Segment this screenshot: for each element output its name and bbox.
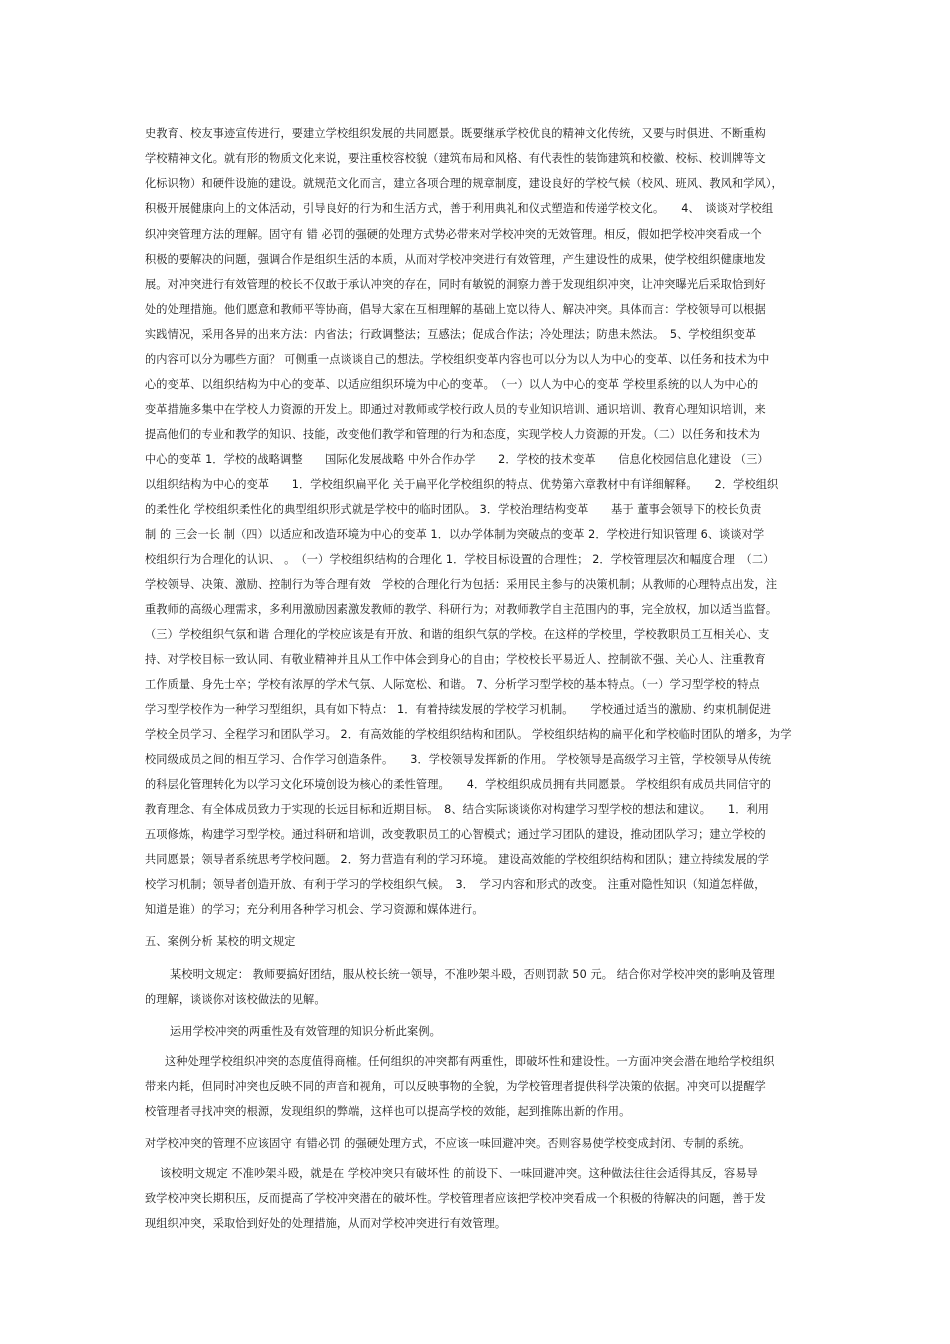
text-line: 致学校冲突长期积压，反而提高了学校冲突潜在的破坏性。学校管理者应该把学校冲突看成一个积极的待解决的问题，善于发 bbox=[145, 1192, 766, 1205]
text-line: 化标识物）和硬件设施的建设。就规范文化而言，建立各项合理的规章制度，建设良好的学校气候（校风、班风、教风和学风）， bbox=[145, 177, 783, 190]
text-line: 校学习机制；领导者创造开放、有利于学习的学校组织气候。 3． 学习内容和形式的改变。 注重对隐性知识（知道怎样做， bbox=[145, 878, 766, 891]
text-line: 学校全员学习、全程学习和团队学习。 2．有高效能的学校组织结构和团队。 学校组织结构的扁平化和学校临时团队的增多，为学 bbox=[145, 728, 792, 741]
section-heading: 五、案例分析 某校的明文规定 bbox=[145, 935, 296, 948]
text-line: 的科层化管理转化为以学习文化环境创设为核心的柔性管理。 4．学校组织成员拥有共同愿景。 学校组织有成员共同信守的 bbox=[145, 778, 772, 791]
text-line: 校同级成员之间的相互学习、合作学习创造条件。 3．学校领导发挥新的作用。 学校领导是高级学习主管，学校领导从传统 bbox=[145, 753, 772, 766]
text-line: 学习型学校作为一种学习型组织，具有如下特点： 1．有着持续发展的学校学习机制。 学校通过适当的激励、约束机制促进 bbox=[145, 703, 772, 716]
text-line: 共同愿景；领导者系统思考学校问题。 2．努力营造有利的学习环境。 建设高效能的学校组织结构和团队；建立持续发展的学 bbox=[145, 853, 770, 866]
text-line: 持、对学校目标一致认同、有敬业精神并且从工作中体会到身心的自由；学校校长平易近人、控制欲不强、关心人、注重教育 bbox=[145, 653, 766, 666]
text-line: 现组织冲突，采取恰到好处的处理措施，从而对学校冲突进行有效管理。 bbox=[145, 1217, 507, 1230]
text-line: 对学校冲突的管理不应该固守 有错必罚 的强硬处理方式，不应该一味回避冲突。否则容易使学校变成封闭、专制的系统。 bbox=[145, 1137, 751, 1150]
text-line: 知道是谁）的学习；充分利用各种学习机会、学习资源和媒体进行。 bbox=[145, 903, 484, 916]
text-line: 的柔性化 学校组织柔性化的典型组织形式就是学校中的临时团队。 3．学校治理结构变革 基于 董事会领导下的校长负责 bbox=[145, 503, 762, 516]
text-line: 变革措施多集中在学校人力资源的开发上。即通过对教师或学校行政人员的专业知识培训、通识培训、教育心理知识培训，来 bbox=[145, 403, 766, 416]
text-line: （三）学校组织气氛和谐 合理化的学校应该是有开放、和谐的组织气氛的学校。在这样的学校里，学校教职员工互相关心、支 bbox=[145, 628, 770, 641]
text-line: 的内容可以分为哪些方面？ 可侧重一点谈谈自己的想法。学校组织变革内容也可以分为以人为中心的变革、以任务和技术为中 bbox=[145, 353, 770, 366]
text-line: 处的处理措施。他们愿意和教师平等协商，倡导大家在互相理解的基础上宽以待人、解决冲突。具体而言：学校领导可以根据 bbox=[145, 303, 766, 316]
text-line: 实践情况，采用各异的出来方法：内省法；行政调整法；互感法；促成合作法；冷处理法；防患未然法。 5、学校组织变革 bbox=[145, 328, 757, 341]
text-line: 学校精神文化。就有形的物质文化来说，要注重校容校貌（建筑布局和风格、有代表性的装饰建筑和校徽、校标、校训牌等文 bbox=[145, 152, 766, 165]
text-line: 以组织结构为中心的变革 1．学校组织扁平化 关于扁平化学校组织的特点、优势第六章教材中有详细解释。 2．学校组织 bbox=[145, 478, 779, 491]
text-line: 校组织行为合理化的认识、 。 （一）学校组织结构的合理化 1．学校目标设置的合理性； 2．学校管理层次和幅度合理 （二） bbox=[145, 553, 775, 566]
text-line: 运用学校冲突的两重性及有效管理的知识分析此案例。 bbox=[170, 1025, 441, 1038]
text-line: 织冲突管理方法的理解。固守有 错 必罚的强硬的处理方式势必带来对学校冲突的无效管理。相反，假如把学校冲突看成一个 bbox=[145, 228, 762, 241]
text-line: 积极的要解决的问题，强调合作是组织生活的本质，从而对学校冲突进行有效管理，产生建设性的成果，使学校组织健康地发 bbox=[145, 253, 766, 266]
text-line: 学校领导、决策、激励、控制行为等合理有效 学校的合理化行为包括：采用民主参与的决策机制；从教师的心理特点出发，注 bbox=[145, 578, 778, 591]
text-line: 该校明文规定 不准吵架斗殴，就是在 学校冲突只有破坏性 的前设下、一味回避冲突。这种做法往往会适得其反，容易导 bbox=[160, 1167, 758, 1180]
text-line: 某校明文规定： 教师要搞好团结，服从校长统一领导，不准吵架斗殴，否则罚款 50 元。 结合你对学校冲突的影响及管理 bbox=[170, 968, 775, 981]
text-line: 制 的 三会一长 制（四）以适应和改造环境为中心的变革 1．以办学体制为突破点的变革 2．学校进行知识管理 6、谈谈对学 bbox=[145, 528, 765, 541]
text-line: 重教师的高级心理需求，多利用激励因素激发教师的教学、科研行为；对教师教学自主范围内的事，完全放权，加以适当监督。 bbox=[145, 603, 778, 616]
text-line: 史教育、校友事迹宣传进行，要建立学校组织发展的共同愿景。既要继承学校优良的精神文化传统，又要与时俱进、不断重构 bbox=[145, 127, 766, 140]
text-line: 中心的变革 1．学校的战略调整 国际化发展战略 中外合作办学 2．学校的技术变革 信息化校园信息化建设 （三） bbox=[145, 453, 769, 466]
text-line: 这种处理学校组织冲突的态度值得商榷。任何组织的冲突都有两重性，即破坏性和建设性。一方面冲突会潜在地给学校组织 bbox=[165, 1055, 775, 1068]
text-line: 的理解，谈谈你对该校做法的见解。 bbox=[145, 993, 326, 1006]
text-line: 教育理念、有全体成员致力于实现的长远目标和近期目标。 8、结合实际谈谈你对构建学习型学校的想法和建议。 1．利用 bbox=[145, 803, 770, 816]
text-line: 展。对冲突进行有效管理的校长不仅敢于承认冲突的存在，同时有敏锐的洞察力善于发现组织冲突，让冲突曝光后采取恰到好 bbox=[145, 278, 766, 291]
text-line: 工作质量、身先士卒；学校有浓厚的学术气氛、人际宽松、和谐。 7、分析学习型学校的基本特点。（一）学习型学校的特点 bbox=[145, 678, 760, 691]
text-line: 带来内耗，但同时冲突也反映不同的声音和视角，可以反映事物的全貌，为学校管理者提供科学决策的依据。冲突可以提醒学 bbox=[145, 1080, 766, 1093]
text-line: 五项修炼，构建学习型学校。通过科研和培训，改变教职员工的心智模式；通过学习团队的建设，推动团队学习；建立学校的 bbox=[145, 828, 766, 841]
text-line: 提高他们的专业和教学的知识、技能，改变他们教学和管理的行为和态度，实现学校人力资源的开发。（二）以任务和技术为 bbox=[145, 428, 761, 441]
text-line: 积极开展健康向上的文体活动，引导良好的行为和生活方式，善于利用典礼和仪式塑造和传递学校文化。 4、 谈谈对学校组 bbox=[145, 202, 774, 215]
text-line: 校管理者寻找冲突的根源，发现组织的弊端，这样也可以提高学校的效能，起到推陈出新的作用。 bbox=[145, 1105, 631, 1118]
text-line: 心的变革、以组织结构为中心的变革、以适应组织环境为中心的变革。 （一）以人为中心的变革 学校里系统的以人为中心的 bbox=[145, 378, 759, 391]
